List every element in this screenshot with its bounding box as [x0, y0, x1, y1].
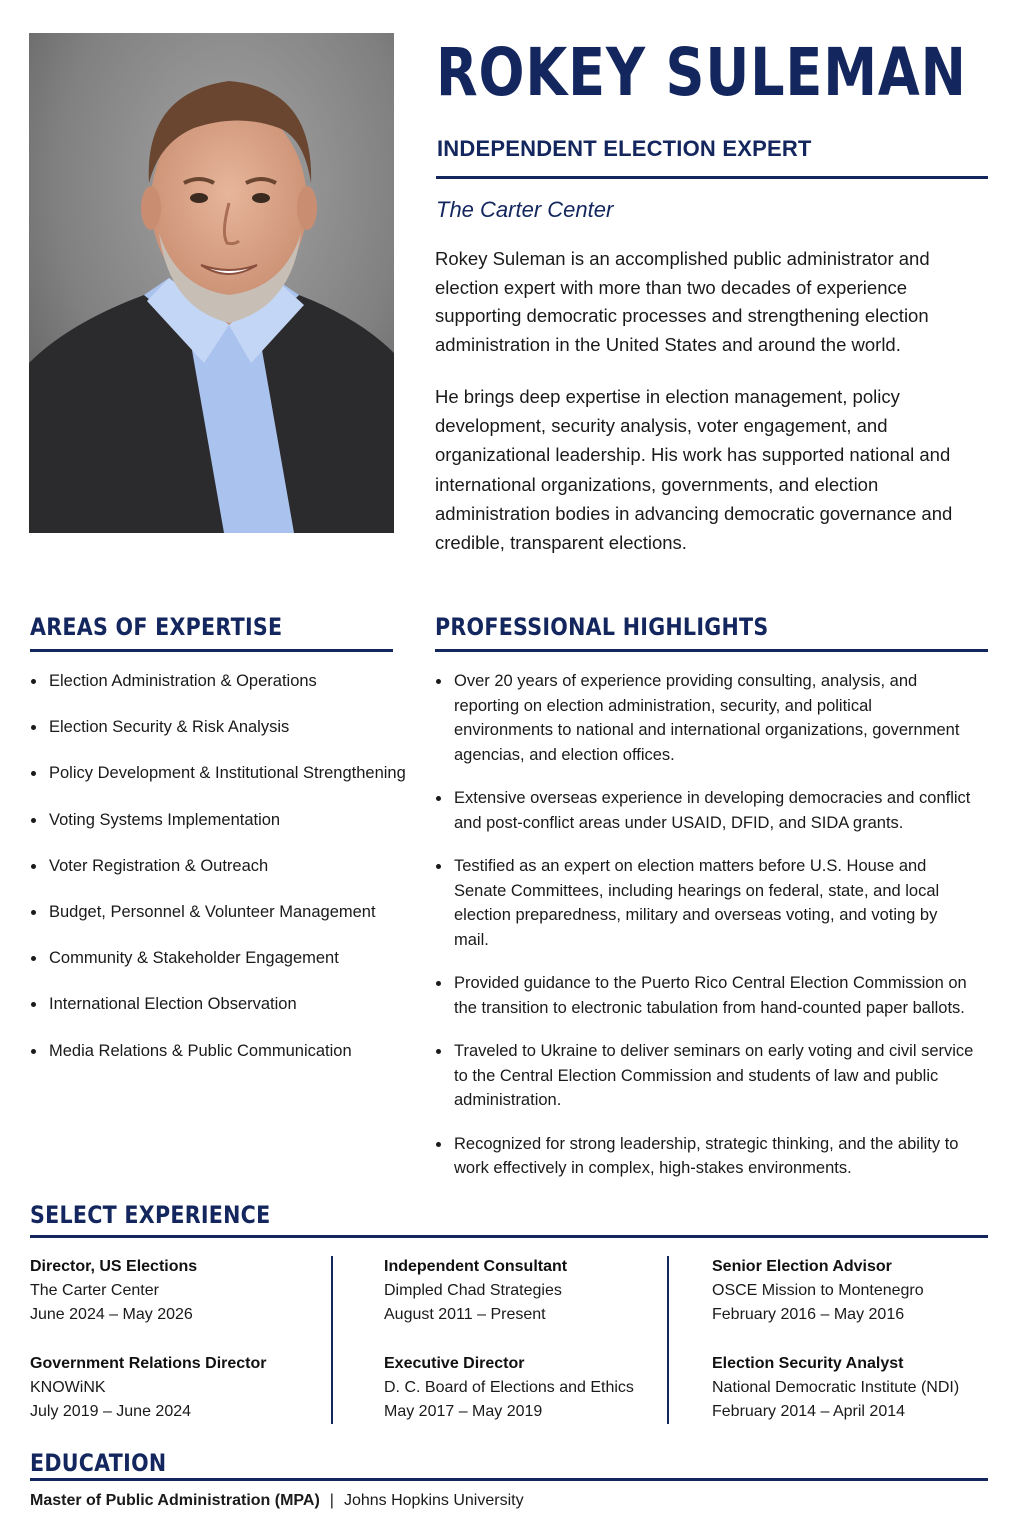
experience-heading: SELECT EXPERIENCE — [30, 1201, 271, 1229]
highlights-list — [435, 669, 975, 1200]
highlights-heading: PROFESSIONAL HIGHLIGHTS — [435, 613, 769, 641]
education-degree: Master of Public Administration (MPA) — [30, 1492, 320, 1509]
list-item: Traveled to Ukraine to deliver seminars on early voting and civil service to the Central Election Commission and students of law and public administration. — [435, 1039, 975, 1113]
list-item: Recognized for strong leadership, strategic thinking, and the ability to work effectively in complex, high-stakes environments. — [435, 1132, 975, 1181]
experience-entry — [712, 1352, 959, 1424]
experience-role: Executive Director — [384, 1355, 525, 1372]
experience-dates: August 2011 – Present — [384, 1306, 546, 1323]
column-divider — [667, 1256, 669, 1424]
list-item: Extensive overseas experience in developing democracies and conflict and post-conflict areas under USAID, DFID, and SIDA grants. — [435, 786, 975, 835]
job-title: INDEPENDENT ELECTION EXPERT — [437, 136, 812, 161]
experience-dates: July 2019 – June 2024 — [30, 1403, 192, 1420]
experience-role: Independent Consultant — [384, 1258, 568, 1275]
experience-column-2 — [384, 1255, 634, 1449]
experience-role: Government Relations Director — [30, 1355, 267, 1372]
experience-dates: February 2014 – April 2014 — [712, 1403, 906, 1420]
experience-organization: OSCE Mission to Montenegro — [712, 1282, 924, 1299]
experience-column-1 — [30, 1255, 267, 1449]
education-divider — [30, 1478, 988, 1481]
experience-dates: June 2024 – May 2026 — [30, 1306, 193, 1323]
list-item: Election Administration & Operations — [30, 670, 410, 692]
expertise-divider — [30, 649, 393, 652]
education-heading: EDUCATION — [30, 1449, 167, 1477]
list-item: Election Security & Risk Analysis — [30, 716, 410, 738]
experience-column-3 — [712, 1255, 959, 1449]
experience-organization: D. C. Board of Elections and Ethics — [384, 1379, 634, 1396]
list-item: Budget, Personnel & Volunteer Management — [30, 901, 410, 923]
expertise-heading: AREAS OF EXPERTISE — [30, 613, 283, 641]
list-item: Policy Development & Institutional Strengthening — [30, 762, 410, 784]
column-divider — [331, 1256, 333, 1424]
education-school: Johns Hopkins University — [343, 1492, 524, 1509]
highlights-divider — [435, 649, 988, 652]
list-item: International Election Observation — [30, 993, 410, 1015]
header-divider — [436, 176, 988, 179]
experience-entry — [30, 1255, 267, 1327]
experience-divider — [30, 1235, 988, 1238]
experience-organization: Dimpled Chad Strategies — [384, 1282, 562, 1299]
portrait-photo — [29, 33, 394, 533]
experience-organization: The Carter Center — [30, 1282, 159, 1299]
experience-organization: National Democratic Institute (NDI) — [712, 1379, 960, 1396]
list-item: Provided guidance to the Puerto Rico Central Election Commission on the transition to electronic tabulation from hand-counted paper ballots. — [435, 971, 975, 1020]
list-item: Voter Registration & Outreach — [30, 855, 410, 877]
bio-paragraph-1: Rokey Suleman is an accomplished public administrator and election expert with more than two decades of experience supporting democratic processes and strengthening election administration in the United States and around the world. — [435, 248, 930, 355]
list-item: Media Relations & Public Communication — [30, 1040, 410, 1062]
education-separator: | — [329, 1492, 334, 1509]
expertise-list — [30, 670, 410, 1086]
experience-dates: May 2017 – May 2019 — [384, 1403, 543, 1420]
list-item: Over 20 years of experience providing consulting, analysis, and reporting on election administration, security, and political environments to national and international organizations, government agencias, and election offices. — [435, 669, 975, 767]
organization-name: The Carter Center — [436, 197, 614, 222]
experience-organization: KNOWiNK — [30, 1379, 106, 1396]
experience-entry — [30, 1352, 267, 1424]
experience-role: Senior Election Advisor — [712, 1258, 892, 1275]
experience-dates: February 2016 – May 2016 — [712, 1306, 905, 1323]
list-item: Voting Systems Implementation — [30, 809, 410, 831]
bio-paragraph-2: He brings deep expertise in election management, policy development, security analysis, voter engagement, and organizational leadership. His work has supported national and international organizations, governments, and election administration bodies in advancing democratic governance and credible, transparent elections. — [435, 386, 953, 554]
list-item: Testified as an expert on election matters before U.S. House and Senate Committees, including hearings on federal, state, and local election preparedness, military and overseas voting, and voting by mail. — [435, 854, 975, 952]
experience-role: Director, US Elections — [30, 1258, 198, 1275]
person-name: ROKEY SULEMAN — [436, 34, 967, 111]
experience-role: Election Security Analyst — [712, 1355, 904, 1372]
portrait-illustration — [29, 33, 394, 533]
list-item: Community & Stakeholder Engagement — [30, 947, 410, 969]
experience-entry — [384, 1352, 634, 1424]
education-entry — [30, 1492, 524, 1510]
experience-entry — [712, 1255, 959, 1327]
experience-entry — [384, 1255, 634, 1327]
